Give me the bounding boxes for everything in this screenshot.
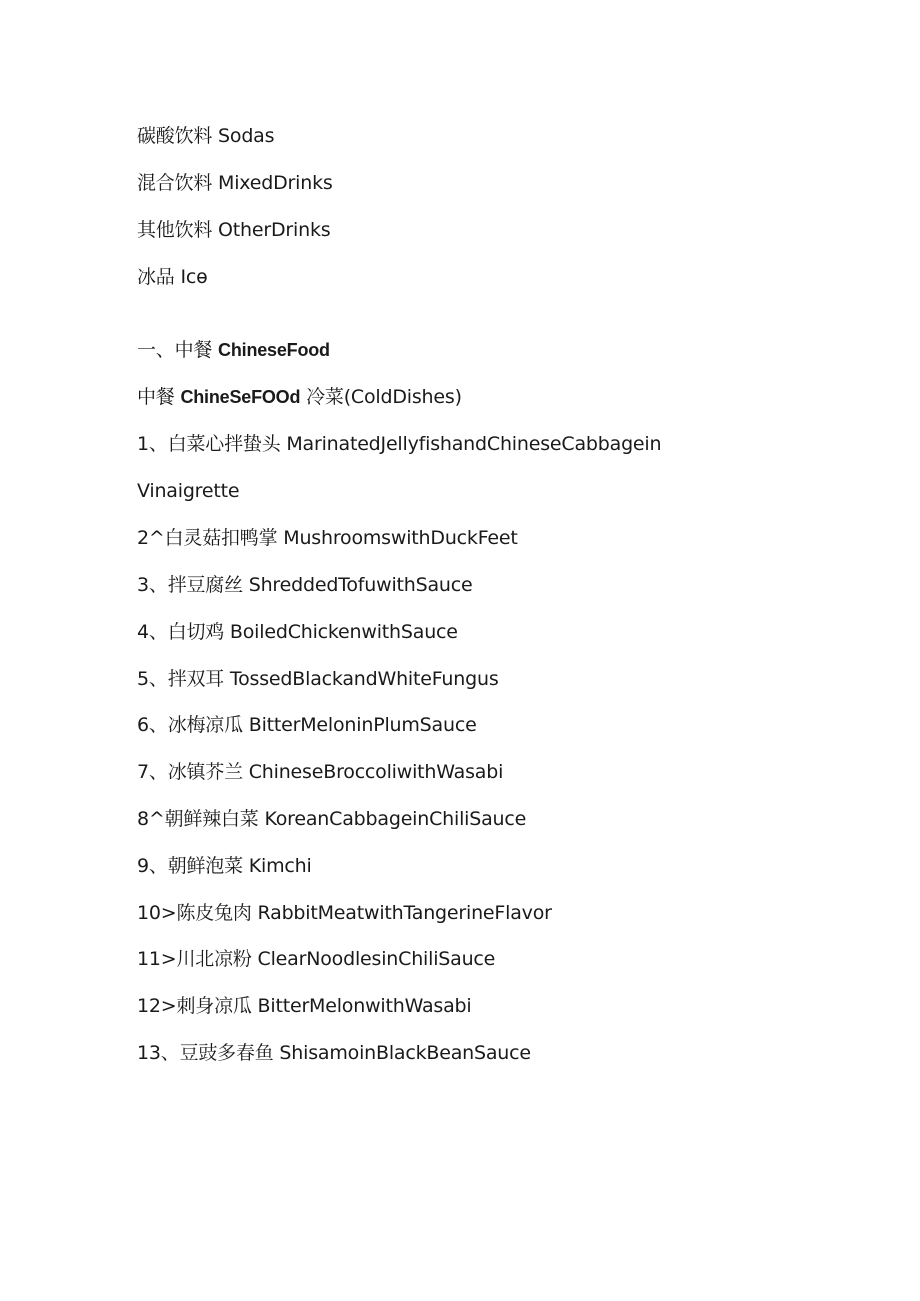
list-item: 2^白灵菇扣鸭掌 MushroomswithDuckFeet (137, 527, 518, 549)
subsection-heading-bold: ChineSeFOOd (180, 387, 301, 407)
list-item: 11>川北凉粉 ClearNoodlesinChiliSauce (137, 948, 496, 970)
list-item: 13、豆豉多春鱼 ShisamoinBlackBeanSauce (137, 1042, 531, 1064)
list-item: 3、拌豆腐丝 ShreddedTofuwithSauce (137, 574, 473, 596)
list-item: 4、白切鸡 BoiledChickenwithSauce (137, 621, 458, 643)
subsection-heading-suffix: 冷菜(ColdDishes) (300, 386, 462, 408)
list-item: 6、冰梅凉瓜 BitterMeloninPlumSauce (137, 714, 477, 736)
section-heading-bold: ChineseFood (218, 340, 330, 360)
list-item: 7、冰镇芥兰 ChineseBroccoliwithWasabi (137, 761, 504, 783)
list-item: 10>陈皮兔肉 RabbitMeatwithTangerineFlavor (137, 902, 552, 924)
list-item: Vinaigrette (137, 480, 240, 502)
drink-line-ice: 冰品 Icө (137, 266, 208, 288)
list-item: 12>刺身凉瓜 BitterMelonwithWasabi (137, 995, 472, 1017)
list-item: 5、拌双耳 TossedBlackandWhiteFungus (137, 668, 499, 690)
drink-line-other: 其他饮料 OtherDrinks (137, 219, 331, 241)
list-item: 1、白菜心拌蛰头 MarinatedJellyfishandChineseCabbagein (137, 433, 662, 455)
list-item: 9、朝鲜泡菜 Kimchi (137, 855, 312, 877)
drink-line-sodas: 碳酸饮料 Sodas (137, 125, 275, 147)
section-heading (137, 337, 330, 363)
drink-line-mixed: 混合饮料 MixedDrinks (137, 172, 333, 194)
subsection-heading-prefix: 中餐 (137, 386, 181, 408)
subsection-heading (137, 384, 462, 410)
list-item: 8^朝鲜辣白菜 KoreanCabbageinChiliSauce (137, 808, 527, 830)
section-heading-prefix: 一、中餐 (137, 339, 219, 361)
